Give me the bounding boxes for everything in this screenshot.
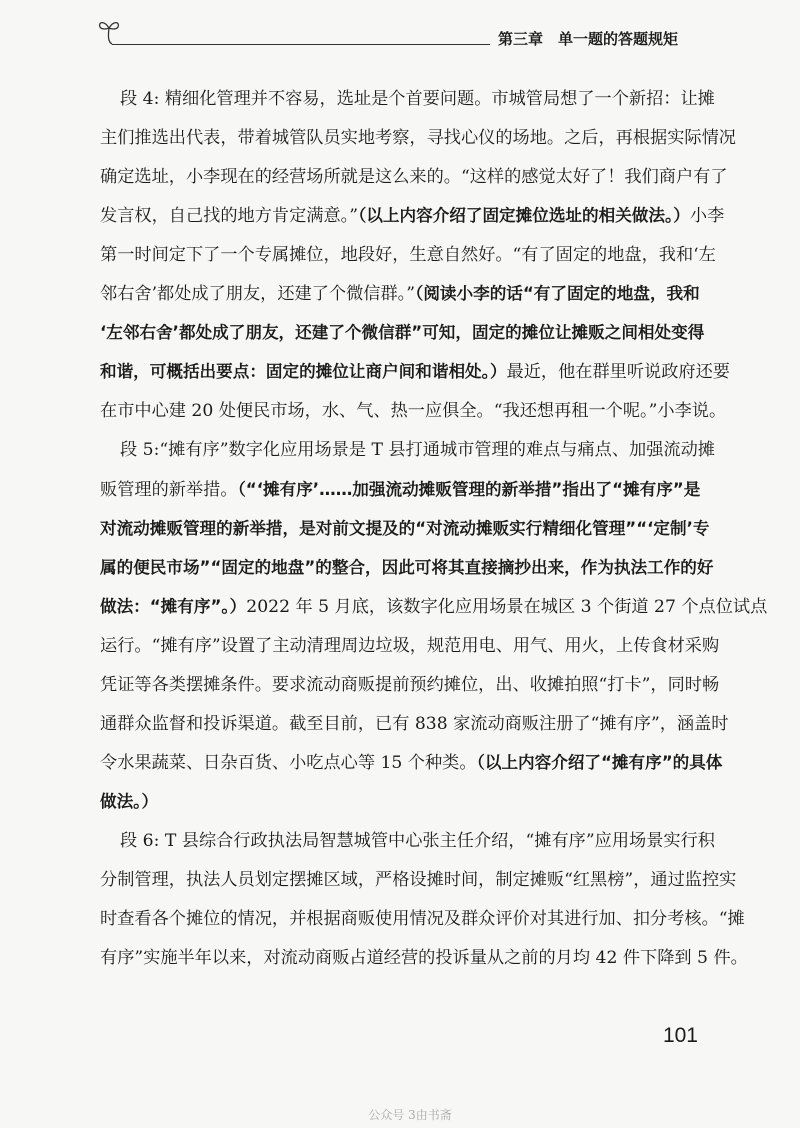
text-line <box>100 868 737 892</box>
passage-text: 分制管理，执法人员划定摆摊区域，严格设摊时间，制定摊贩“红黑榜”，通过监控实 <box>100 870 737 890</box>
passage-text: 小李 <box>689 206 725 227</box>
text-line <box>100 673 720 697</box>
passage-text: 通群众监督和投诉渠道。截至目前，已有 838 家流动商贩注册了“摊有序”，涵盖时 <box>100 713 729 734</box>
passage-text: 运行。“摊有序”设置了主动清理周边垃圾，规范用电、用气、用火，上传食材采购 <box>100 635 720 656</box>
sprout-icon <box>98 18 120 46</box>
passage-text: 主们推选出代表，带着城管队员实地考察，寻找心仪的场地。之后，再根据实际情况 <box>100 128 736 149</box>
passage-text: 发言权，自己找的地方肯定满意。” <box>100 206 359 227</box>
text-line <box>100 321 705 345</box>
chapter-title: 第三章 单一题的答题规矩 <box>498 30 679 48</box>
footer-watermark: 公众号 3由书斋 <box>368 1108 452 1122</box>
text-line <box>100 517 710 541</box>
passage-text: 有序”实施半年以来，对流动商贩占道经营的投诉量从之前的月均 42 件下降到 5 件。 <box>100 948 748 969</box>
text-line <box>120 829 715 853</box>
annotation-text: ‘左邻右舍’都处成了朋友，还建了个微信群”可知，固定的摊位让摊贩之间相处变得 <box>100 323 705 343</box>
passage-text: 邻右舍’都处成了朋友，还建了个微信群。” <box>100 284 416 305</box>
text-line <box>100 126 736 150</box>
header-rule <box>112 44 490 45</box>
text-line <box>100 556 714 580</box>
text-line <box>100 790 698 814</box>
text-line <box>100 282 698 306</box>
passage-text: 段 5:“摊有序”数字化应用场景是 T 县打通城市管理的难点与痛点、加强流动摊 <box>120 440 715 461</box>
passage-text: 贩管理的新举措。 <box>100 479 238 500</box>
passage-text: 段 6: T 县综合行政执法局智慧城管中心张主任介绍，“摊有序”应用场景实行积 <box>120 830 715 851</box>
page-number: 101 <box>662 1024 698 1047</box>
annotation-text: 对流动摊贩管理的新举措，是对前文提及的“对流动摊贩实行精细化管理”“‘定制’专 <box>100 518 710 538</box>
annotation-text: 做法。） <box>100 791 159 811</box>
text-line <box>100 595 768 619</box>
passage-text: 令水果蔬菜、日杂百货、小吃点心等 15 个种类。 <box>100 752 477 773</box>
passage-text: 时查看各个摊位的情况，并根据商贩使用情况及群众评价对其进行加、扣分考核。“摊 <box>100 909 745 930</box>
annotation-text: （以上内容介绍了“摊有序”的具体 <box>476 752 723 772</box>
text-line <box>100 634 720 658</box>
text-line <box>100 165 728 189</box>
text-line <box>100 204 725 228</box>
text-line <box>100 399 727 423</box>
text-line <box>100 243 716 267</box>
annotation-text: （以上内容介绍了固定摊位选址的相关做法。） <box>358 206 690 226</box>
text-line <box>100 751 723 775</box>
text-line <box>100 478 701 502</box>
passage-text: 第一时间定下了一个专属摊位，地段好，生意自然好。“有了固定的地盘，我和‘左 <box>100 245 716 266</box>
annotation-text: （阅读小李的话“有了固定的地盘，我和 <box>415 284 700 304</box>
passage-text: 在市中心建 20 处便民市场，水、气、热一应俱全。“我还想再租一个呢。”小李说。 <box>100 401 727 422</box>
annotation-text: （“‘摊有序’……加强流动摊贩管理的新举措”指出了“摊有序”是 <box>237 479 701 499</box>
text-line <box>100 712 729 736</box>
passage-text: 凭证等各类摆摊条件。要求流动商贩提前预约摊位，出、收摊拍照“打卡”，同时畅 <box>100 674 720 695</box>
text-line <box>100 360 730 384</box>
passage-text: 最近，他在群里听说政府还要 <box>506 362 730 383</box>
passage-text: 2022 年 5 月底，该数字化应用场景在城区 3 个街道 27 个点位试点 <box>246 596 768 617</box>
passage-text: 段 4: 精细化管理并不容易，选址是个首要问题。市城管局想了一个新招：让摊 <box>120 89 715 109</box>
annotation-text: 属的便民市场”“固定的地盘”的整合，因此可将其直接摘抄出来，作为执法工作的好 <box>100 557 714 577</box>
annotation-text: 和谐，可概括出要点：固定的摊位让商户间和谐相处。） <box>100 362 507 382</box>
text-line <box>100 907 745 931</box>
passage-text: 确定选址，小李现在的经营场所就是这么来的。“这样的感觉太好了！我们商户有了 <box>100 167 728 188</box>
annotation-text: 做法：“摊有序”。） <box>100 596 247 616</box>
text-line <box>120 87 715 111</box>
text-line <box>120 438 715 462</box>
text-line <box>100 946 748 970</box>
